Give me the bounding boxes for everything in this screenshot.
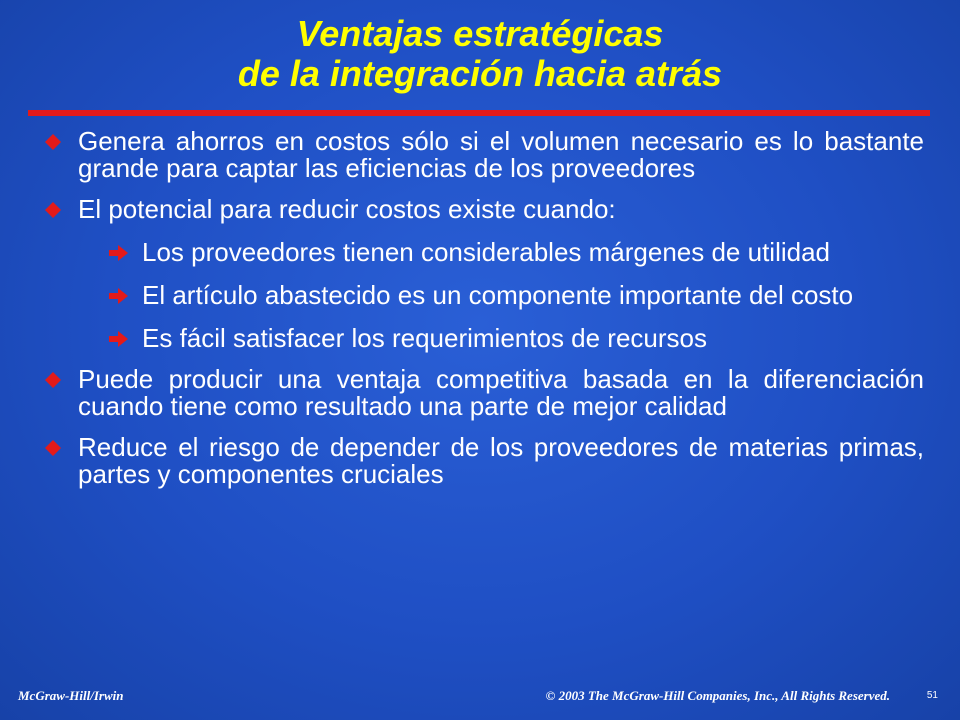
sub-bullet-text: Es fácil satisfacer los requerimientos de recursos	[142, 323, 708, 353]
bullet-item	[44, 434, 924, 488]
slide-title	[0, 14, 960, 94]
sub-bullet-text: El artículo abastecido es un componente importante del costo	[142, 280, 854, 310]
arrow-bullet-icon	[108, 239, 130, 266]
bullet-item	[44, 128, 924, 182]
slide-title-line-1: Ventajas estratégicas	[296, 13, 664, 54]
title-divider	[28, 110, 930, 116]
diamond-bullet-icon	[44, 434, 62, 461]
diamond-bullet-icon	[44, 366, 62, 393]
diamond-bullet-icon	[44, 128, 62, 155]
arrow-bullet-icon	[108, 325, 130, 352]
arrow-bullet-icon	[108, 282, 130, 309]
footer-publisher: McGraw-Hill/Irwin	[18, 688, 124, 703]
bullet-list	[44, 128, 924, 488]
sub-bullet-item	[44, 239, 924, 266]
bullet-text: El potencial para reducir costos existe cuando:	[78, 194, 616, 224]
page-number: 51	[926, 690, 938, 701]
sub-bullet-item	[44, 282, 924, 309]
bullet-text: Genera ahorros en costos sólo si el volumen necesario es lo bastante grande para captar las eficiencias de los proveedores	[78, 126, 924, 183]
bullet-text: Puede producir una ventaja competitiva basada en la diferenciación cuando tiene como resultado una parte de mejor calidad	[78, 364, 924, 421]
bullet-text: Reduce el riesgo de depender de los proveedores de materias primas, partes y componentes cruciales	[78, 432, 924, 489]
footer-copyright: © 2003 The McGraw-Hill Companies, Inc., All Rights Reserved.	[545, 688, 890, 703]
sub-bullet-item	[44, 325, 924, 352]
diamond-bullet-icon	[44, 196, 62, 223]
sub-bullet-text: Los proveedores tienen considerables márgenes de utilidad	[142, 237, 830, 267]
bullet-item	[44, 196, 924, 223]
slide-title-line-2: de la integración hacia atrás	[237, 53, 723, 94]
bullet-item	[44, 366, 924, 420]
